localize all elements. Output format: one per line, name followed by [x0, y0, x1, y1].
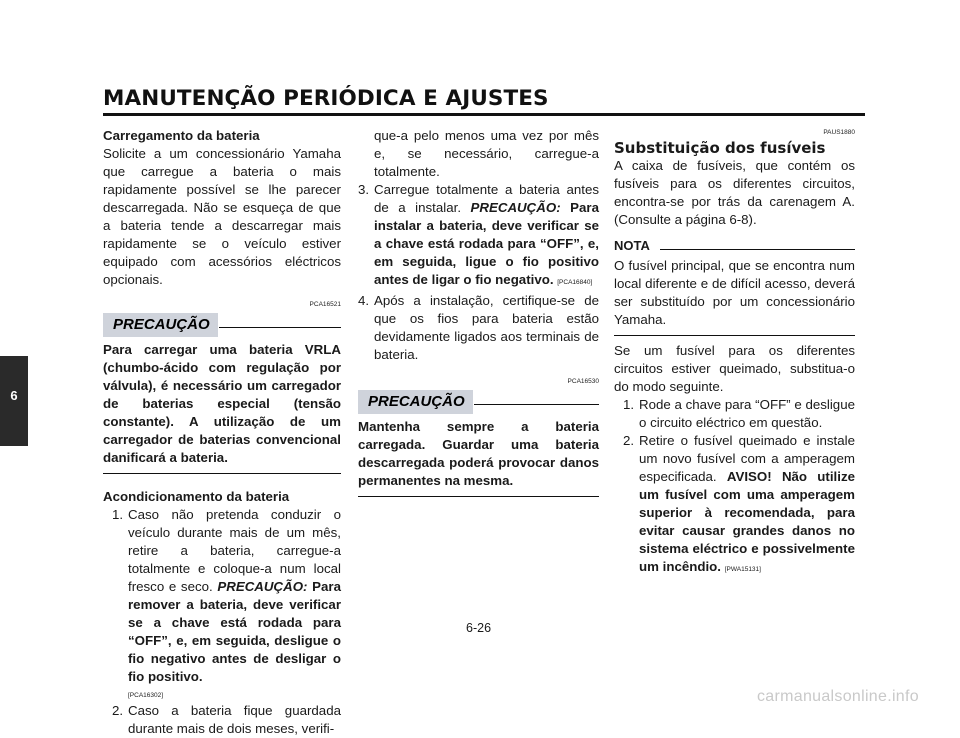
storage-step-1: [103, 506, 341, 702]
chapter-tab-number: 6: [10, 388, 18, 403]
storage-step-3: [358, 181, 599, 292]
storage-heading: Acondicionamento da bateria: [103, 489, 290, 504]
fuse-steps: [614, 396, 855, 579]
step-text: Após a instalação, certifique-se de que os fios para bateria estão devidamente ligados aos terminais de bateria.: [374, 293, 599, 362]
step-caution-text: Para instalar a bateria, deve verificar se a chave está rodada para “OFF”, e, em seguida, ligue o fio positivo antes de ligar o fio negativo.: [374, 200, 599, 287]
storage-step-2: [103, 702, 341, 738]
column-3: [614, 127, 855, 579]
fuse-step-1: [614, 396, 855, 432]
nota-banner: [614, 237, 855, 257]
step-text: Caso não pretenda conduzir o veículo durante mais de um mês, retire a bateria, carregue-a totalmente e coloque-a num local fresco e seco.: [128, 507, 341, 594]
step-caution-label: PRECAUÇÃO:: [470, 200, 561, 215]
step-text: Caso a bateria fique guardada durante mais de dois meses, verifi-: [128, 703, 341, 736]
caution1-end-rule: [103, 473, 341, 474]
caution2-text: Mantenha sempre a bateria carregada. Guardar uma bateria descarregada poderá provocar danos permanentes na mesma.: [358, 419, 599, 488]
step-number: 1.: [112, 507, 124, 522]
caution1-line: [219, 327, 341, 328]
caution1-banner: [103, 313, 341, 339]
step-number: 1.: [623, 397, 635, 412]
step-code: [PWA15131]: [724, 566, 761, 573]
step-caution-text: Para remover a bateria, deve verificar se a chave está rodada para “OFF”, e, em seguida, desligue o fio negativo antes de desligar o fio positivo.: [128, 579, 341, 684]
step-code: [PCA16840]: [557, 279, 593, 286]
fuse-step-2: [614, 432, 855, 579]
step-number: 2.: [112, 703, 124, 718]
nota-label: NOTA: [614, 238, 650, 253]
caution2-end-rule: [358, 496, 599, 497]
nota-line: [660, 249, 855, 250]
caution1-code: PCA16521: [309, 301, 341, 308]
step-number: 3.: [358, 182, 370, 197]
storage-steps-continued: [358, 181, 599, 364]
step-number: 2.: [623, 433, 635, 448]
step-text: Rode a chave para “OFF” e desligue o circuito eléctrico em questão.: [639, 397, 855, 430]
nota-end-rule: [614, 335, 855, 336]
charging-heading: Carregamento da bateria: [103, 128, 260, 143]
section-code: PAUS1880: [823, 129, 855, 136]
step-code: [PCA16302]: [128, 692, 164, 699]
fuse-intro-text: A caixa de fusíveis, que contém os fusíveis para os diferentes circuitos, encontra-se por trás da carenagem A. (Consulte a página 6-8).: [614, 158, 855, 227]
step-text: Retire o fusível queimado e instale um novo fusível com a amperagem especificada.: [639, 433, 855, 484]
page-number: 6-26: [466, 621, 492, 635]
caution2-code: PCA16530: [567, 378, 599, 385]
step2-continuation: que-a pelo menos uma vez por mês e, se necessário, carregue-a totalmente.: [374, 128, 599, 179]
charging-text: Solicite a um concessionário Yamaha que carregue a bateria o mais rapidamente possível se lhe parecer descarregada. Não se esqueça de que a bateria tende a descarregar mais rapidamente se o veículo estiver equipado com acessórios eléctricos opcionais.: [103, 146, 341, 287]
caution2-label: PRECAUÇÃO: [358, 390, 473, 414]
watermark: carmanualsonline.info: [757, 688, 919, 705]
section-title: Substituição dos fusíveis: [614, 139, 826, 157]
column-1: [103, 127, 341, 738]
caution2-banner: [358, 390, 599, 416]
blown-fuse-text: Se um fusível para os diferentes circuitos estiver queimado, substitua-o do modo seguinte.: [614, 343, 855, 394]
nota-text: O fusível principal, que se encontra num local diferente e de difícil acesso, deverá ser substituído por um concessionário Yamaha.: [614, 258, 855, 327]
step-caution-label: PRECAUÇÃO:: [217, 579, 308, 594]
storage-step-4: [358, 292, 599, 364]
caution2-line: [474, 404, 599, 405]
chapter-tab: [0, 356, 28, 446]
step-number: 4.: [358, 293, 370, 308]
storage-steps: [103, 506, 341, 738]
caution1-label: PRECAUÇÃO: [103, 313, 218, 337]
column-2: [358, 127, 599, 507]
step-text: Carregue totalmente a bateria antes de a instalar.: [374, 182, 599, 215]
header-rule: [103, 113, 865, 116]
caution1-text: Para carregar uma bateria VRLA (chumbo-ácido com regulação por válvula), é necessário um carregador de baterias especial (tensão constante). A utilização de um carregador de baterias convencional danificará a bateria.: [103, 342, 341, 465]
step-warning-text: AVISO! Não utilize um fusível com uma amperagem superior à recomendada, para evitar causar grandes danos no sistema eléctrico e possivelmente um incêndio.: [639, 469, 855, 574]
page-header-title: MANUTENÇÃO PERIÓDICA E AJUSTES: [103, 86, 549, 111]
